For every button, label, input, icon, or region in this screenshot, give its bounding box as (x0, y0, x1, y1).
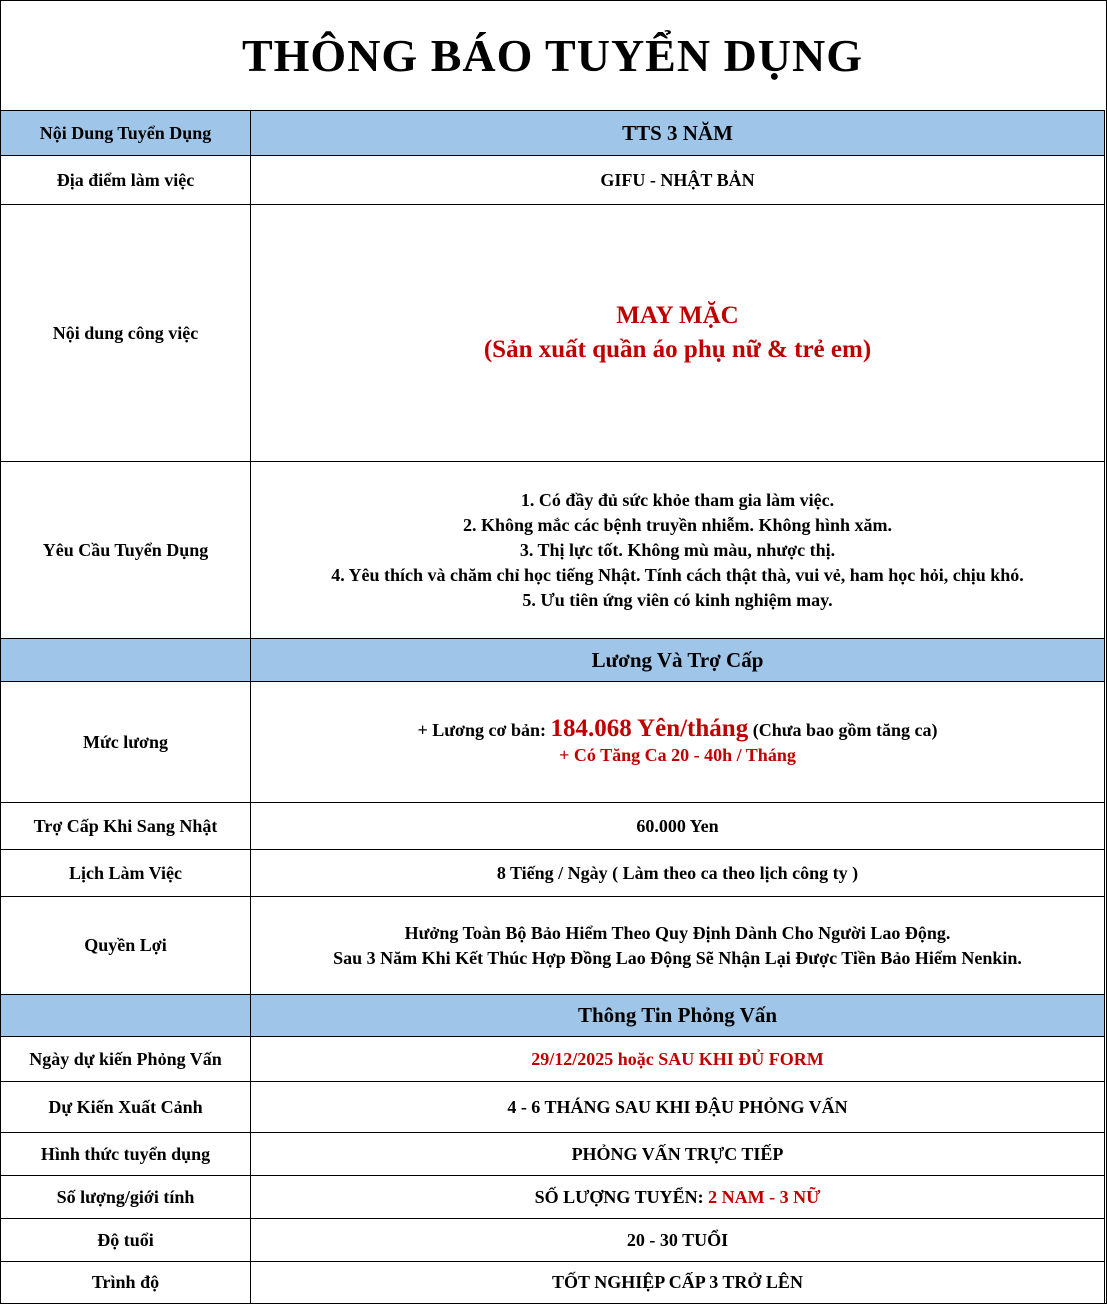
departure-value: 4 - 6 THÁNG SAU KHI ĐẬU PHỎNG VẤN (251, 1082, 1105, 1133)
table-row (1, 1037, 1105, 1082)
method-value: PHỎNG VẤN TRỰC TIẾP (251, 1133, 1105, 1176)
age-label: Độ tuổi (1, 1219, 251, 1262)
recruit-label: Nội Dung Tuyển Dụng (1, 111, 251, 156)
salary-amount: 184.068 Yên/tháng (550, 715, 749, 742)
section-header-blank (1, 995, 251, 1037)
allowance-label: Trợ Cấp Khi Sang Nhật (1, 803, 251, 850)
benefit-value (251, 897, 1105, 995)
table-row (1, 1219, 1105, 1262)
salary-section-title: Lương Và Trợ Cấp (251, 639, 1105, 682)
education-label: Trình độ (1, 1262, 251, 1304)
quantity-number: 2 NAM - 3 NỮ (708, 1186, 821, 1207)
table-row (1, 1082, 1105, 1133)
page-title: THÔNG BÁO TUYỂN DỤNG (0, 0, 1105, 111)
location-label: Địa điểm làm việc (1, 156, 251, 205)
departure-label: Dự Kiến Xuất Cảnh (1, 1082, 251, 1133)
method-label: Hình thức tuyển dụng (1, 1133, 251, 1176)
requirement-item: 1. Có đầy đủ sức khỏe tham gia làm việc. (520, 489, 835, 510)
requirement-item: 4. Yêu thích và chăm chỉ học tiếng Nhật. Tính cách thật thà, vui vẻ, ham học hỏi, chịu khó. (331, 564, 1024, 585)
table-row (1, 1133, 1105, 1176)
interview-date-label: Ngày dự kiến Phỏng Vấn (1, 1037, 251, 1082)
recruit-value: TTS 3 NĂM (251, 111, 1105, 156)
requirement-item: 2. Không mắc các bệnh truyền nhiễm. Không hình xăm. (462, 514, 893, 535)
benefit-line: Sau 3 Năm Khi Kết Thúc Hợp Đồng Lao Động Sẽ Nhận Lại Được Tiền Bảo Hiểm Nenkin. (333, 947, 1022, 968)
table-row (1, 111, 1105, 156)
salary-note: (Chưa bao gồm tăng ca) (748, 720, 938, 740)
requirement-item: 3. Thị lực tốt. Không mù màu, nhược thị. (519, 539, 836, 560)
salary-overtime: + Có Tăng Ca 20 - 40h / Tháng (559, 745, 796, 765)
section-header-row (1, 995, 1105, 1037)
recruitment-table (0, 110, 1105, 1304)
quantity-value (251, 1176, 1105, 1219)
interview-date-value: 29/12/2025 hoặc SAU KHI ĐỦ FORM (251, 1037, 1105, 1082)
interview-section-title: Thông Tin Phỏng Vấn (251, 995, 1105, 1037)
table-row (1, 897, 1105, 995)
requirements-value (251, 462, 1105, 639)
table-row (1, 205, 1105, 462)
salary-label: Mức lương (1, 682, 251, 803)
requirements-label: Yêu Cầu Tuyển Dụng (1, 462, 251, 639)
section-header-blank (1, 639, 251, 682)
education-value: TỐT NGHIỆP CẤP 3 TRỞ LÊN (251, 1262, 1105, 1304)
benefit-label: Quyền Lợi (1, 897, 251, 995)
schedule-label: Lịch Làm Việc (1, 850, 251, 897)
job-title: MAY MẶC (616, 302, 739, 329)
allowance-value: 60.000 Yen (251, 803, 1105, 850)
age-value: 20 - 30 TUỔI (251, 1219, 1105, 1262)
table-row (1, 803, 1105, 850)
salary-prefix: + Lương cơ bản: (417, 720, 551, 740)
job-label: Nội dung công việc (1, 205, 251, 462)
requirement-item: 5. Ưu tiên ứng viên có kinh nghiệm may. (522, 589, 833, 610)
location-value: GIFU - NHẬT BẢN (251, 156, 1105, 205)
salary-line (257, 716, 1098, 743)
table-row (1, 1176, 1105, 1219)
table-row (1, 462, 1105, 639)
salary-value (251, 682, 1105, 803)
quantity-prefix: SỐ LƯỢNG TUYỂN: (534, 1186, 709, 1207)
schedule-value: 8 Tiếng / Ngày ( Làm theo ca theo lịch công ty ) (251, 850, 1105, 897)
table-row (1, 156, 1105, 205)
table-row (1, 850, 1105, 897)
benefit-line: Hưởng Toàn Bộ Bảo Hiểm Theo Quy Định Dành Cho Người Lao Động. (404, 922, 951, 943)
job-description: (Sản xuất quần áo phụ nữ & trẻ em) (483, 336, 872, 363)
quantity-label: Số lượng/giới tính (1, 1176, 251, 1219)
table-row (1, 682, 1105, 803)
job-value (251, 205, 1105, 462)
section-header-row (1, 639, 1105, 682)
table-row (1, 1262, 1105, 1304)
